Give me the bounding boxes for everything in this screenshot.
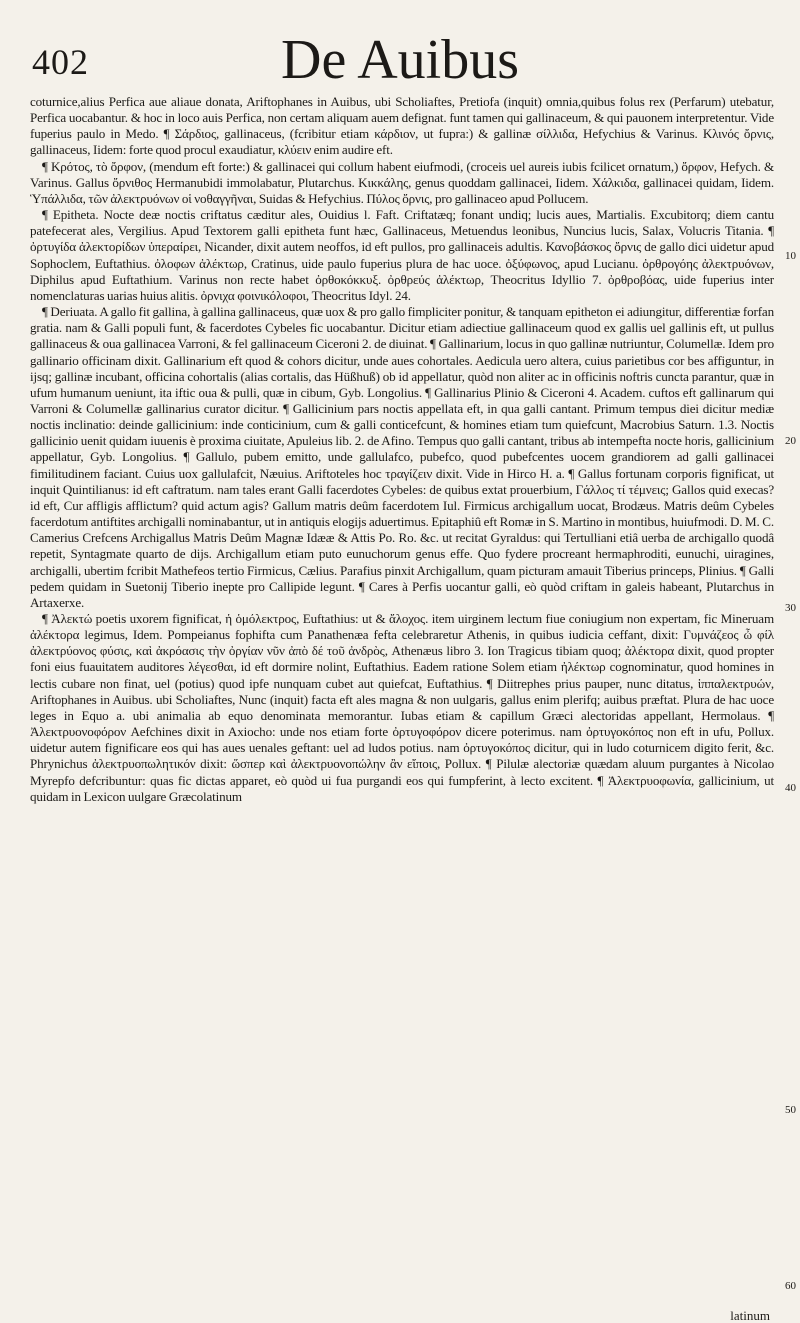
catchword: latinum bbox=[730, 1308, 770, 1323]
paragraph-alekto: ¶ Ἀλεκτώ poetis uxorem fignificat, ἡ ὁμόλεκτρος, Euftathius: ut & ἄλοχος. item uirginem lectum fiue coniugium non expertam, fic Mineruam ἀλέκτορα legimus, Idem. Pompeianus fophifta cum Panathenæa fefta celebraretur Athenis, in quibus iudicia ceffant, dixit: Γυμνάζεος ὦ φίλ ἀλεκτρύονος φύσις, καὶ ἀκρόασις τὴν ὀργίαν νῦν ἀπὸ δέ τοῦ ἀνδρὸς, Athenæus libro 3. Ion Tragicus tibiam quoq; ἀλέκτορα dixit, quod propter foni eius fuauitatem auditores λέγεσθαι, id eft dormire nolint, Euftathius. Eadem ratione Solem etiam ἠλέκτωρ cognominatur, quod homines in lectis cubare non finat, uel (potius) quod ipfe nunquam cubet aut quiefcat, Euftathius. ¶ Diitrephes prius pauper, nunc ditatus, ἱππαλεκτρυών, Ariftophanes in Auibus. ubi Scholiaftes, Nunc (inquit) facta eft ales magna & non uulgaris, gallus enim plerifq; auibus præftat. Plura de hac uoce leges in Equo a. ubi animalia ab equo denominata memorantur. Iubas etiam & capillum Græci alectoridas appellant, Hermolaus. ¶ Ἀλεκτρυονοφόρον Aefchines dixit in Axiocho: unde nos etiam forte ὀρτυγοφόρον dicere poterimus. nam ὀρτυγοκόπος non eft in ufu, Pollux. uidetur autem fignificare eos qui has aues uenales geftant: uel ad ludos potius. nam ὀρτυγοκόπος dicitur, qui in ludo coturnicem digito ferit, &c. Phrynichus ἀλεκτρυοπωλητικόν dixit: ὥσπερ καὶ ἀλεκτρυονοπώλην ἂν εἴποις, Pollux. ¶ Pilulæ alectoriæ quædam aluum purgantes à Nicolao Myrepfo defcribuntur: quas fic dictas apparet, eò quòd ui fua purgandi eos qui fumpferint, à lecto excitent. ¶ Ἀλεκτρυοφωνία, gallicinium, ut quidam in Lexicon uulgare Græcolatinum bbox=[30, 611, 774, 804]
page-number: 402 bbox=[32, 42, 89, 82]
page-header bbox=[30, 29, 770, 92]
paragraph-deriuata: ¶ Deriuata. A gallo fit gallina, à gallina gallinaceus, quæ uox & pro gallo fimpliciter ponitur, & tanquam epitheton ei adiungitur, differentiæ forfan gratia. nam & Galli populi funt, & facerdotes Cybeles fic uocabantur. Dicitur etiam adiectiue gallinaceum quod ex gallis uel gallinis eft, ut pullus gallinaceus & oua gallinacea Varroni, & fel gallinaceum Ciceroni 2. de diuinat. ¶ Gallinarium, locus in quo gallinæ nutriuntur, Columellæ. Idem pro gallinario officinam dixit. Gallinarium eft quod & cohors dicitur, unde aues cohortales. Aedicula uero altera, cuius parietibus cor bes affiguntur, in ijsq; gallinæ incubant, officina cohortalis (alias cortalis, das Hüßhuß) ob id appellatur, quòd non aliter ac in officinis noftris cuncta parantur, quæ in ufum humanum ueniunt, ita iftic oua & pulli, quæ in cibum, Gyb. Longolius. ¶ Gallinarius Plinio & Ciceroni 4. Academ. cuftos eft gallinarum qui Varroni & Columellæ gallinarius curator dicitur. ¶ Gallicinium pars noctis appellata eft, in qua galli cantant. Primum tempus diei dicitur mediæ noctis inclinatio: deinde gallicinium: inde conticinium, cum & galli conticefcunt, & homines etiam tum quiefcunt, Macrobius Saturn. 1.3. Noctis gallicinio uenit quidam iuuenis è proxima ciuitate, Apuleius lib. 2. de Afino. Tempus quo galli cantant, tribus ab intempefta nocte horis, gallicinium appellatur, Gyb. Longolius. ¶ Gallulo, pubem emitto, unde gallulafco, pubefco, quod pubefcentes uocem grandiorem ad galli gallinacei fimilitudinem faciant. Cuius uox gallulafcit, Næuius. Ariftoteles hoc τραγίζειν dixit. Vide in Hirco H. a. ¶ Gallus fortunam corporis fignificat, ut inquit Quintilianus: id eft caftratum. nam tales erant Galli facerdotes Cybeles: de quibus extat prouerbium, Γάλλος τί τέμνεις; Gallos quid execas? id eft, Cur affligis afflictum? quid actum agis? Gallum matris deûm facerdotem Iul. Firmicus archigallum uocat, Brodæus. Matris deûm Cybeles facerdotum antiftites archigalli nominabantur, ut in antiquis elogijs aduertimus. Epitaphiû eft Romæ in S. Martino in montibus, huiufmodi. D. M. C. Camerius Crefcens Archigallus Matris Deûm Magnæ Idææ & Attis Po. Ro. &c. ut recitat Gyraldus: qui Tertulliani etiâ uerba de archigallo quodâ repetit, Syntagmate quarto de dijs. Archigallum etiam puto eunuchorum genus effe. Quo fydere procreant hermaphroditi, eunuchi, uiragines, archigalli, ubertim fcribit Mathefeos tertio Firmicus, Cælius. Parafius pinxit Archigallum, quam picturam amauit Tiberius princeps, Plinius. ¶ Galli pedem quidam in Suetonij Tiberio inepte pro Callipide legunt. ¶ Cares à Perfis uocantur galli, eò quòd criftam in galeis habeant, Plutarchus in Artaxerxe. bbox=[30, 304, 774, 610]
paragraph-intro: coturnice,alius Perfica aue aliaue donata, Ariftophanes in Auibus, ubi Scholiaftes, Pretiofa (inquit) omnia,quibus folus rex (Perfarum) utebatur, Perfica uocabantur. & hoc in loco auis Perfica, non certam aliquam auem defignat. funt tamen qui gallinaceum, & qui pauonem interpretentur. Vide fuperius paulo in Medo. ¶ Σάρδιος, gallinaceus, (fcribitur etiam κάρδιον, ut fupra:) & gallinæ σίλλιδα, Hefychius & Varinus. Κλινός ὄρνις, gallinaceus, Iidem: forte quod procul exaudiatur, κλύειν enim audire eft. bbox=[30, 94, 774, 158]
margin-line-number: 40 bbox=[785, 782, 796, 794]
body-text bbox=[30, 94, 774, 805]
margin-line-number: 50 bbox=[785, 1104, 796, 1116]
running-title: De Auibus bbox=[281, 29, 519, 91]
margin-line-number: 30 bbox=[785, 602, 796, 614]
paragraph-krotos: ¶ Κρότος, τὸ ὄρφον, (mendum eft forte:) & gallinacei qui collum habent eiufmodi, (croceis uel aureis iubis fcilicet ornatum,) ὄρφον, Hefych. & Varinus. Gallus ὄρνιθος Hermanubidi immolabatur, Plutarchus. Κικκάλης, genus quoddam gallinacei, Iidem. Χάλκιδα, gallinacei quidam, Iidem. Ὑπάλλιδα, τῶν ἀλεκτρυόνων οἱ νοθαγγῆναι, Suidas & Hefychius. Πύλος ὄρνις, pro gallinaceo apud Pollucem. bbox=[30, 158, 774, 206]
margin-line-number: 10 bbox=[785, 250, 796, 262]
paragraph-epitheta: ¶ Epitheta. Nocte deæ noctis criftatus cæditur ales, Ouidius l. Faft. Criftatæq; fonant undiq; lucis aues, Martialis. Excubitorq; diem cantu patefecerat ales, Vergilius. Apud Textorem galli epitheta funt hæc, Gallinaceus, Metuendus leonibus, Nuncius lucis, Salax, Volucris Titania. ¶ ὀρτυγίδα ἀλεκτορίδων ὑπεραίρει, Nicander, dixit autem neoffos, id eft pullos, pro gallinaceis adultis. Κανοβάσκος ὄρνις de gallo dici uidetur apud Sophoclem, Euftathius. ὀλοφων ἀλέκτωρ, Cratinus, uide paulo fuperius plura de hac uoce. ὀξύφωνος, apud Lucianu. ὀρθρογόης ἀλεκτρυόνων, Diphilus apud Euftathium. Varinus non recte habet ὀρθοκόκκυξ. ὀρθρεύς ἀλέκτωρ, Theocritus Idyllio 7. ὀρθροβόας, uide fuperius inter nomenclaturas uarias huius alitis. ὀρνιχα φοινικόλοφοι, Theocritus Idyl. 24. bbox=[30, 207, 774, 303]
margin-line-number: 20 bbox=[785, 435, 796, 447]
margin-line-number: 60 bbox=[785, 1280, 796, 1292]
